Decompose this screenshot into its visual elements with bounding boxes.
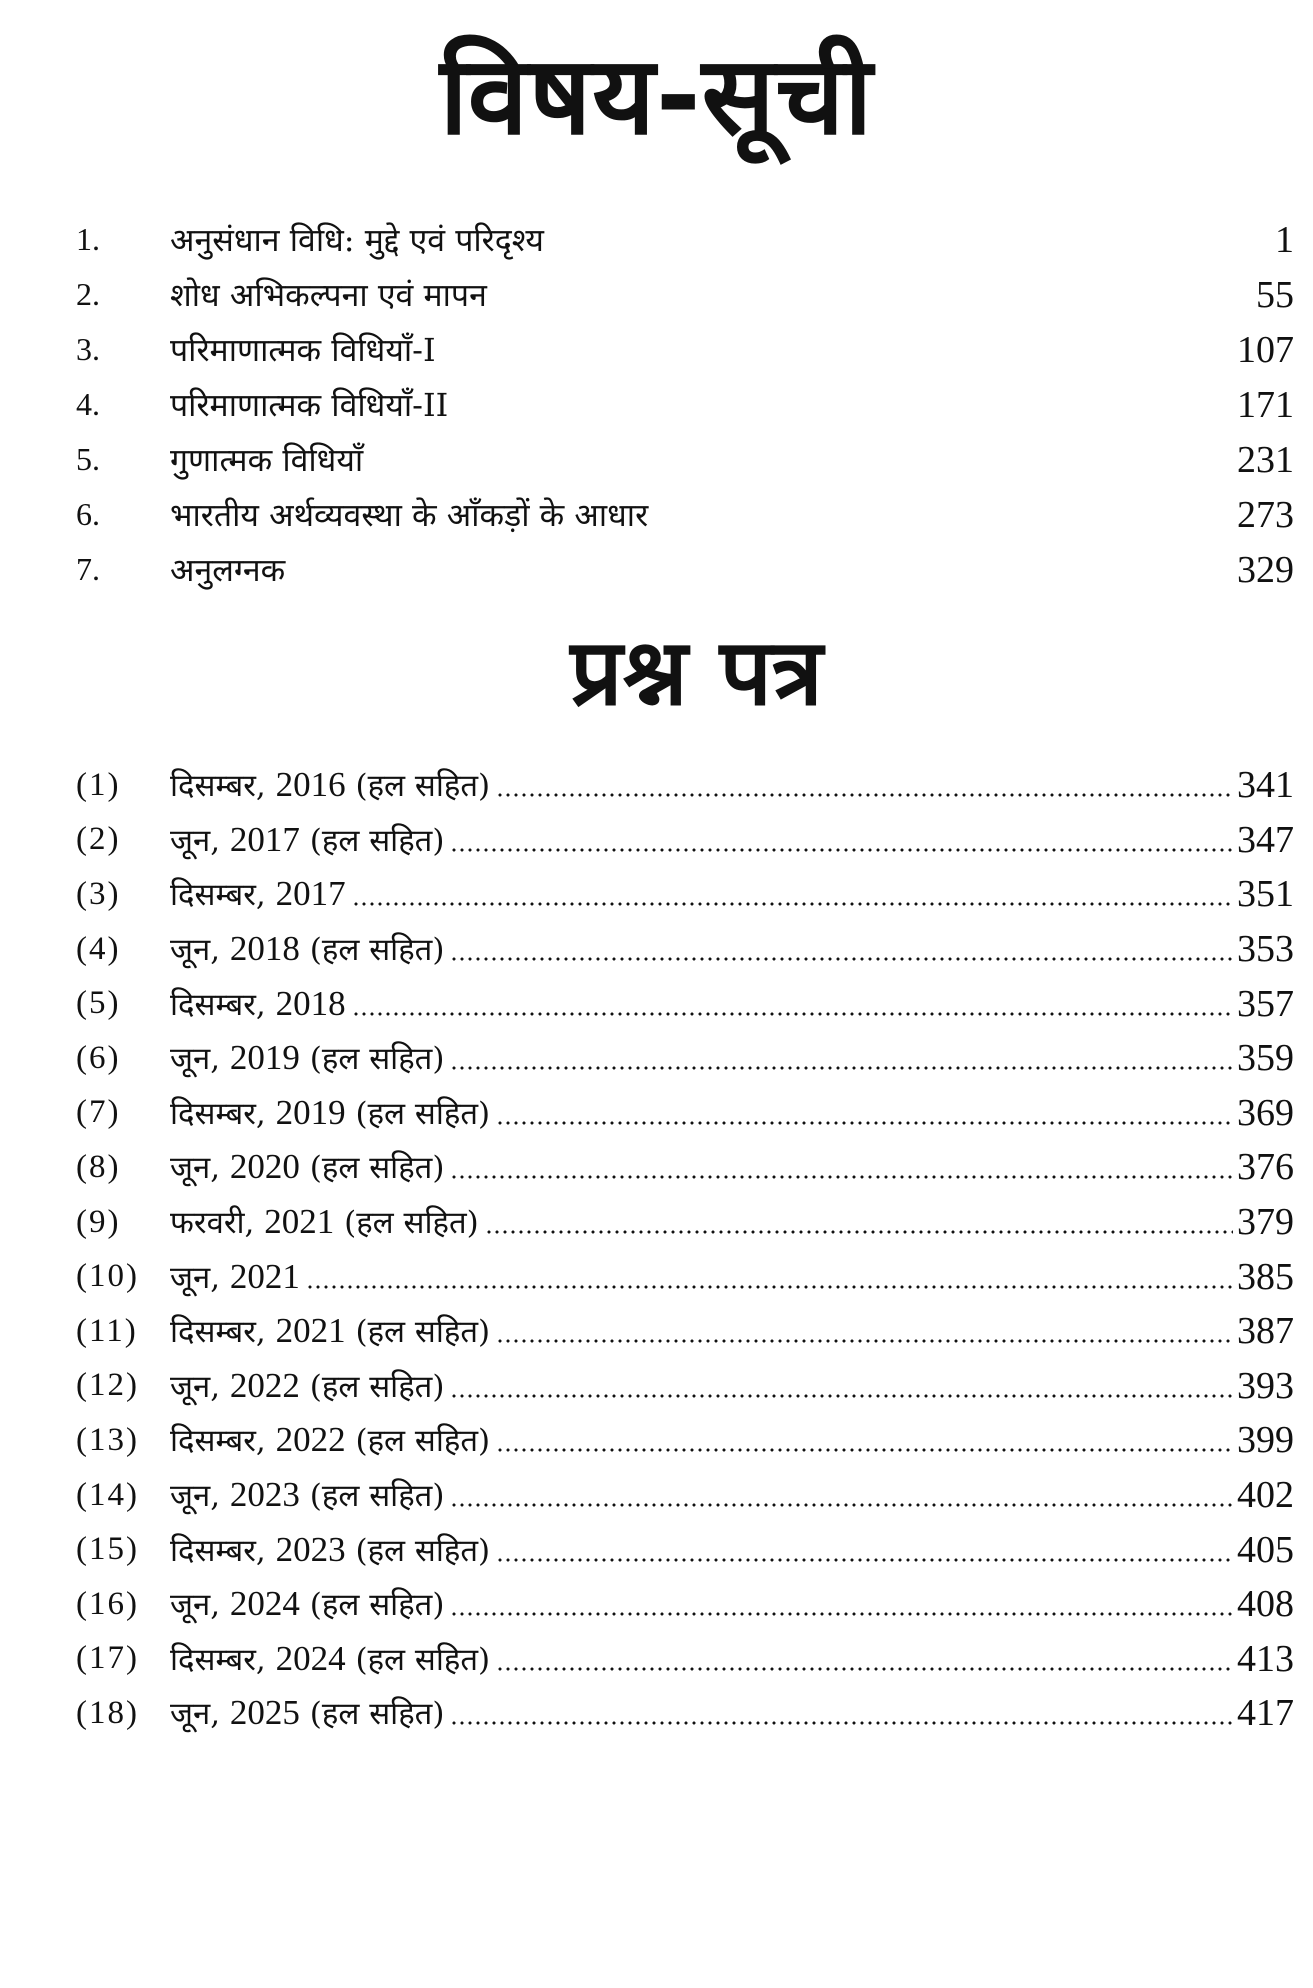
- question-paper-row: [76, 1522, 1294, 1577]
- paper-month: दिसम्बर,: [170, 1532, 266, 1569]
- paper-number: (16): [76, 1585, 139, 1622]
- paper-month: दिसम्बर,: [170, 1095, 266, 1132]
- paper-page: 387: [1237, 1310, 1294, 1353]
- paper-note: (हल सहित): [309, 932, 445, 969]
- chapter-row: [76, 487, 1294, 542]
- paper-page: 405: [1237, 1528, 1294, 1571]
- dot-leader: [306, 1285, 1233, 1289]
- paper-number: (10): [76, 1258, 139, 1295]
- paper-year: 2016: [275, 765, 346, 805]
- dot-leader: [450, 1721, 1233, 1725]
- paper-page: 413: [1237, 1637, 1294, 1680]
- question-paper-row: [76, 1359, 1294, 1414]
- chapter-title: गुणात्मक विधियाँ: [170, 441, 364, 479]
- paper-note: (हल सहित): [355, 1095, 491, 1132]
- paper-year: 2018: [229, 929, 300, 969]
- paper-number: (14): [76, 1476, 139, 1513]
- question-paper-row: [76, 758, 1294, 813]
- paper-title: [170, 1529, 492, 1571]
- chapter-list: [76, 212, 1294, 597]
- paper-year: 2017: [229, 819, 300, 859]
- chapter-title: परिमाणात्मक विधियाँ-II: [170, 386, 449, 424]
- paper-number: (7): [76, 1094, 121, 1131]
- paper-month: जून,: [170, 1368, 221, 1405]
- paper-number: (6): [76, 1039, 121, 1076]
- paper-title: [170, 764, 492, 806]
- chapter-number: 3.: [76, 331, 100, 367]
- paper-title: [170, 1419, 492, 1461]
- paper-month: जून,: [170, 1259, 221, 1296]
- paper-year: 2021: [229, 1256, 300, 1296]
- chapter-row: [76, 377, 1294, 432]
- question-paper-row: [76, 1140, 1294, 1195]
- paper-note: (हल सहित): [355, 1314, 491, 1351]
- question-paper-row: [76, 1195, 1294, 1250]
- paper-month: दिसम्बर,: [170, 1641, 266, 1678]
- paper-note: (हल सहित): [344, 1205, 479, 1242]
- question-paper-row: [76, 1031, 1294, 1086]
- dot-leader: [450, 1612, 1233, 1616]
- dot-leader: [450, 1066, 1233, 1070]
- question-paper-row: [76, 1686, 1294, 1741]
- paper-month: फरवरी,: [170, 1205, 255, 1242]
- paper-note: (हल सहित): [309, 1368, 445, 1405]
- question-paper-row: [76, 1468, 1294, 1523]
- paper-page: 385: [1237, 1255, 1294, 1298]
- paper-number: (3): [76, 875, 121, 912]
- paper-note: (हल सहित): [355, 1641, 491, 1678]
- chapter-number: 4.: [76, 386, 100, 422]
- paper-page: 341: [1237, 764, 1294, 807]
- chapter-page: 273: [1237, 493, 1294, 536]
- paper-page: 376: [1237, 1146, 1294, 1189]
- paper-year: 2018: [275, 983, 346, 1023]
- paper-note: (हल सहित): [309, 1478, 445, 1515]
- chapter-page: 55: [1256, 273, 1294, 316]
- paper-note: (हल सहित): [355, 1423, 491, 1460]
- paper-page: 351: [1237, 873, 1294, 916]
- chapter-row: [76, 432, 1294, 487]
- paper-month: जून,: [170, 1587, 221, 1624]
- paper-note: (हल सहित): [309, 822, 445, 859]
- paper-year: 2023: [275, 1529, 346, 1569]
- question-paper-list: [76, 758, 1294, 1741]
- question-paper-row: [76, 867, 1294, 922]
- chapter-row: [76, 267, 1294, 322]
- paper-number: (15): [76, 1531, 139, 1568]
- question-paper-row: [76, 813, 1294, 868]
- dot-leader: [496, 1558, 1233, 1562]
- paper-month: जून,: [170, 822, 221, 859]
- chapter-title: अनुसंधान विधि: मुद्दे एवं परिदृश्य: [170, 221, 544, 259]
- paper-number: (5): [76, 985, 121, 1022]
- paper-page: 353: [1237, 928, 1294, 971]
- paper-page: 347: [1237, 818, 1294, 861]
- paper-title: [170, 928, 446, 970]
- paper-number: (1): [76, 766, 121, 803]
- chapter-number: 1.: [76, 221, 100, 257]
- paper-year: 2020: [229, 1147, 300, 1187]
- paper-number: (12): [76, 1367, 139, 1404]
- paper-page: 379: [1237, 1201, 1294, 1244]
- paper-year: 2017: [275, 874, 346, 914]
- paper-note: (हल सहित): [309, 1587, 445, 1624]
- paper-note: (हल सहित): [309, 1150, 445, 1187]
- paper-month: दिसम्बर,: [170, 986, 266, 1023]
- question-paper-row: [76, 1577, 1294, 1632]
- paper-year: 2025: [229, 1693, 300, 1733]
- dot-leader: [496, 1339, 1233, 1343]
- paper-note: (हल सहित): [309, 1041, 445, 1078]
- chapter-title: अनुलग्नक: [170, 551, 286, 589]
- paper-year: 2021: [275, 1311, 346, 1351]
- paper-note: (हल सहित): [355, 768, 491, 805]
- paper-month: दिसम्बर,: [170, 1423, 266, 1460]
- paper-year: 2019: [229, 1038, 300, 1078]
- paper-title: [170, 1638, 492, 1680]
- paper-number: (13): [76, 1421, 139, 1458]
- paper-page: 393: [1237, 1364, 1294, 1407]
- paper-year: 2024: [229, 1584, 300, 1624]
- paper-note: (हल सहित): [309, 1696, 445, 1733]
- paper-page: 408: [1237, 1583, 1294, 1626]
- paper-title: [170, 1365, 446, 1407]
- paper-title: [170, 1037, 446, 1079]
- question-paper-row: [76, 1086, 1294, 1141]
- dot-leader: [496, 1121, 1233, 1125]
- paper-page: 369: [1237, 1091, 1294, 1134]
- paper-month: जून,: [170, 1150, 221, 1187]
- paper-number: (18): [76, 1694, 139, 1731]
- paper-month: जून,: [170, 932, 221, 969]
- paper-year: 2019: [275, 1092, 346, 1132]
- paper-title: [170, 1583, 446, 1625]
- paper-number: (9): [76, 1203, 121, 1240]
- dot-leader: [450, 1175, 1233, 1179]
- question-papers-title: प्रश्न पत्र: [570, 619, 823, 726]
- dot-leader: [450, 957, 1233, 961]
- paper-year: 2021: [264, 1202, 335, 1242]
- chapter-number: 6.: [76, 496, 100, 532]
- question-paper-row: [76, 976, 1294, 1031]
- chapter-row: [76, 212, 1294, 267]
- paper-title: [170, 1256, 302, 1298]
- paper-month: जून,: [170, 1041, 221, 1078]
- paper-title: [170, 1310, 492, 1352]
- paper-page: 417: [1237, 1692, 1294, 1735]
- paper-month: जून,: [170, 1696, 221, 1733]
- dot-leader: [450, 848, 1233, 852]
- chapter-page: 231: [1237, 438, 1294, 481]
- paper-month: दिसम्बर,: [170, 768, 266, 805]
- chapter-page: 107: [1237, 328, 1294, 371]
- dot-leader: [352, 902, 1233, 906]
- paper-number: (4): [76, 930, 121, 967]
- paper-page: 402: [1237, 1474, 1294, 1517]
- paper-page: 357: [1237, 982, 1294, 1025]
- dot-leader: [485, 1230, 1233, 1234]
- paper-title: [170, 1201, 481, 1243]
- chapter-number: 7.: [76, 551, 100, 587]
- paper-title: [170, 1474, 446, 1516]
- dot-leader: [450, 1503, 1233, 1507]
- dot-leader: [450, 1394, 1233, 1398]
- chapter-row: [76, 542, 1294, 597]
- paper-page: 399: [1237, 1419, 1294, 1462]
- paper-page: 359: [1237, 1037, 1294, 1080]
- paper-title: [170, 983, 348, 1025]
- paper-title: [170, 1692, 446, 1734]
- chapter-page: 171: [1237, 383, 1294, 426]
- paper-title: [170, 873, 348, 915]
- paper-note: (हल सहित): [355, 1532, 491, 1569]
- question-paper-row: [76, 1413, 1294, 1468]
- paper-year: 2023: [229, 1475, 300, 1515]
- question-paper-row: [76, 1304, 1294, 1359]
- paper-title: [170, 1092, 492, 1134]
- chapter-title: भारतीय अर्थव्यवस्था के आँकड़ों के आधार: [170, 496, 649, 534]
- chapter-number: 5.: [76, 441, 100, 477]
- paper-month: दिसम्बर,: [170, 877, 266, 914]
- chapter-page: 1: [1275, 218, 1294, 261]
- paper-title: [170, 819, 446, 861]
- paper-title: [170, 1146, 446, 1188]
- chapter-title: शोध अभिकल्पना एवं मापन: [170, 276, 487, 314]
- question-paper-row: [76, 1632, 1294, 1687]
- paper-month: दिसम्बर,: [170, 1314, 266, 1351]
- paper-year: 2022: [229, 1365, 300, 1405]
- paper-year: 2022: [275, 1420, 346, 1460]
- paper-number: (2): [76, 821, 121, 858]
- paper-number: (8): [76, 1148, 121, 1185]
- chapter-page: 329: [1237, 548, 1294, 591]
- dot-leader: [496, 1448, 1233, 1452]
- dot-leader: [496, 1667, 1233, 1671]
- paper-year: 2024: [275, 1638, 346, 1678]
- chapter-row: [76, 322, 1294, 377]
- paper-number: (11): [76, 1312, 138, 1349]
- contents-title: विषय-सूची: [439, 34, 874, 159]
- question-paper-row: [76, 1249, 1294, 1304]
- dot-leader: [352, 1012, 1233, 1016]
- chapter-title: परिमाणात्मक विधियाँ-I: [170, 331, 436, 369]
- paper-month: जून,: [170, 1478, 221, 1515]
- paper-number: (17): [76, 1640, 139, 1677]
- chapter-number: 2.: [76, 276, 100, 312]
- dot-leader: [496, 793, 1233, 797]
- question-paper-row: [76, 922, 1294, 977]
